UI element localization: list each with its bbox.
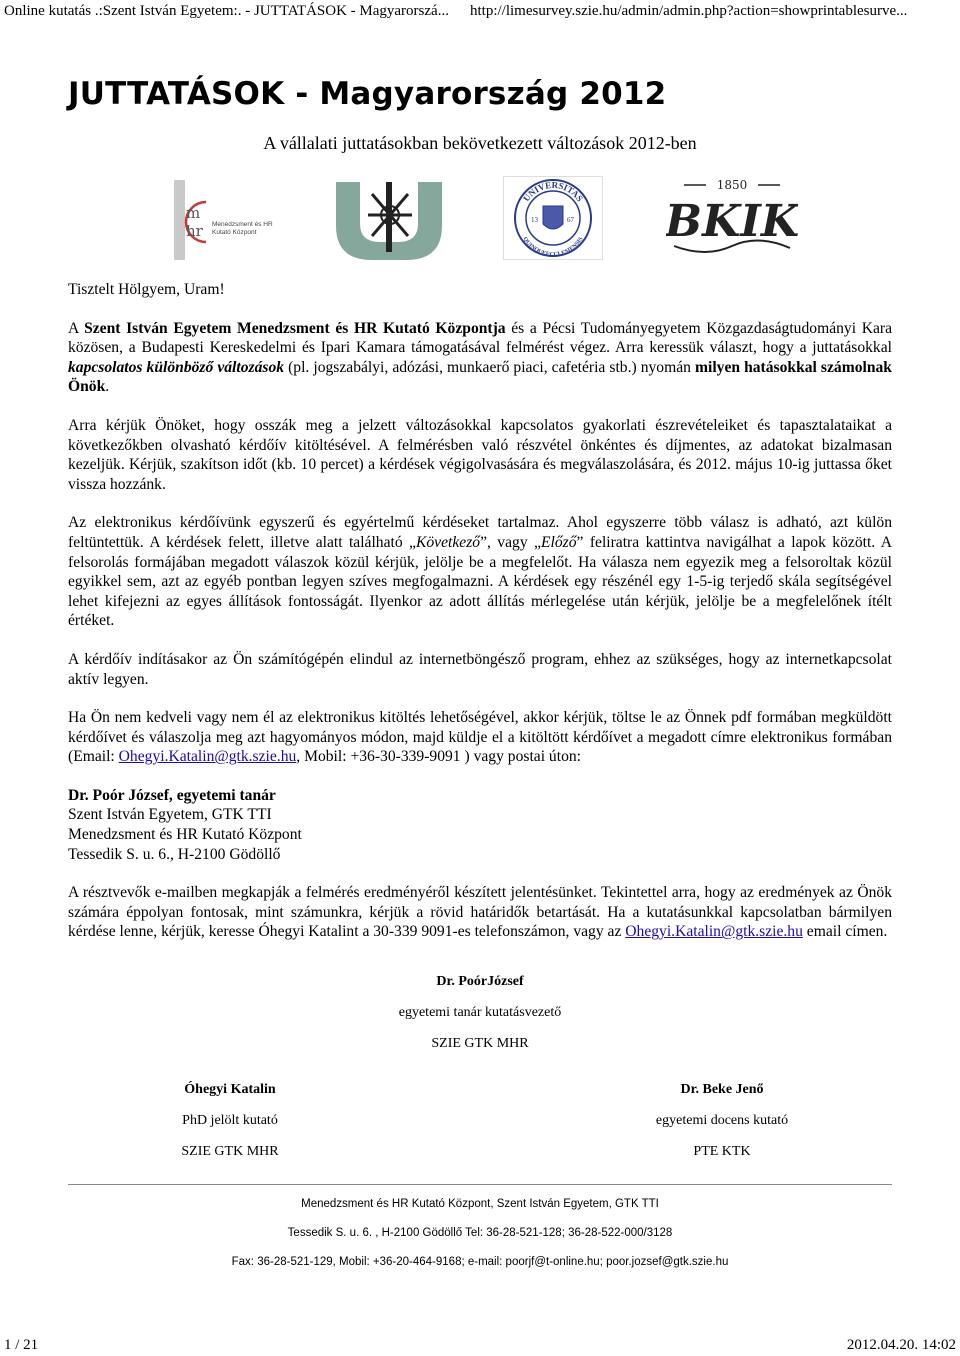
sig-left-role: PhD jelölt kutató [182,1113,278,1128]
mhr-logo-graphic [172,180,290,260]
signature-right [612,1082,832,1175]
sig-main-org: SZIE GTK MHR [431,1036,529,1051]
results-paragraph: A résztvevők e-mailben megkapják a felmérés eredményéről készített jelentésünket. Tekintettel arra, hogy az eredmények az Önök számára éppolyan fontosak, mint számunkra, kérjük a rövid határidők betartását. Ha a kutatásunkkal kapcsolatban bármilyen kérdése lenne, kérjük, keresse Óhegyi Katalint a 30-339 9091-es telefonszámon, vagy az Ohegyi.Katalin@gtk.szie.hu email címen. [68,884,892,941]
szie-logo-graphic [336,180,442,260]
mhr-logo-text-2: Kutató Központ [212,229,257,236]
sig-main-role: egyetemi tanár kutatásvezető [398,1005,562,1020]
szie-logo [336,180,442,260]
bkik-logo-graphic [666,176,798,260]
seal-text-bottom: QUINQUEECCLESIENSIS [521,236,585,259]
intro-paragraph: A Szent István Egyetem Menedzsment és HR Kutató Központja és a Pécsi Tudományegyetem Közgazdaságtudományi Kara közösen, a Budapesti Kereskedelmi és Ipari Kamara támogatásával felmérést végez. Arra keressük választ, hogy a juttatásokkal kapcsolatos különböző változások (pl. jogszabályi, adózási, munkaerő piaci, cafetéria stb.) nyomán milyen hatásokkal számolnak Önök. [68,319,892,396]
bkik-logo [666,176,798,260]
contact-email-link[interactable]: Ohegyi.Katalin@gtk.szie.hu [118,748,297,766]
bkik-letters: BKIK [666,196,798,247]
sig-left-org: SZIE GTK MHR [181,1144,279,1159]
print-page-number: 1 / 21 [4,1337,39,1353]
sig-left-name: Óhegyi Katalin [184,1082,276,1097]
print-header-title: Online kutatás .:Szent István Egyetem:. - JUTTATÁSOK - Magyarorszá... [4,3,449,19]
footer-line-1: Menedzsment és HR Kutató Központ, Szent István Egyetem, GTK TTI [301,1198,659,1210]
browser-paragraph: A kérdőív indításakor az Ön számítógépén elindul az internetböngésző program, ehhez az szükséges, hogy az internetkapcsolat aktív legyen. [68,650,892,688]
pte-seal-logo [503,176,603,260]
greeting: Tisztelt Hölgyem, Uram! [68,281,225,298]
footer-line-2: Tessedik S. u. 6. , H-2100 Gödöllő Tel: 36-28-521-128; 36-28-522-000/3128 [287,1227,673,1239]
footer-line-3: Fax: 36-28-521-129, Mobil: +36-20-464-9168; e-mail: poorjf@t-online.hu; poor.jozsef@gtk.szie.hu [231,1256,729,1268]
seal-year-left: 13 [531,216,538,224]
bkik-year: 1850 [716,178,748,192]
signature-left [130,1082,330,1175]
signature-main [260,974,700,1067]
sig-right-role: egyetemi docens kutató [655,1113,789,1128]
letter-body [68,280,892,942]
contact-email-link-2[interactable]: Ohegyi.Katalin@gtk.szie.hu [625,923,803,941]
sig-right-name: Dr. Beke Jenő [680,1082,764,1097]
pte-seal-graphic [503,176,603,260]
seal-year-right: 67 [567,216,574,224]
svg-text:m: m [186,204,201,222]
sig-main-name: Dr. PoórJózsef [436,974,524,989]
page-subtitle: A vállalati juttatásokban bekövetkezett változások 2012-ben [263,133,697,153]
offline-paragraph: Ha Ön nem kedveli vagy nem él az elektronikus kitöltés lehetőségével, akkor kérjük, töltse le az Önnek pdf formában megküldött kérdőívet és válaszolja meg azt hagyományos módon, majd küldje el a kitöltött kérdőívet a megadott címre elektronikus formában (Email: Ohegyi.Katalin@gtk.szie.hu, Mobil: +36-30-339-9091 ) vagy postai úton: [68,709,892,766]
print-header-url: http://limesurvey.szie.hu/admin/admin.php?action=showprintablesurve... [470,3,908,19]
svg-text:hr: hr [186,222,203,240]
mhr-logo-text-1: Menedzsment és HR [212,221,273,228]
instructions-paragraph: Az elektronikus kérdőívünk egyszerű és egyértelmű kérdéseket tartalmaz. Ahol egyszerre több válasz is adható, azt külön feltüntettük. A kérdések felett, illetve alatt található „Következő”, vagy „Előző” feliratra kattintva navigálhat a lapok között. A felsorolás formájában megadott válaszok közül kérjük, jelölje be a megfelelőt. Ha válasza nem egyezik meg a felsoroltak közül egyikkel sem, azt az egyéb pontban legyen szíves megfogalmazni. A kérdések egy részénél egy 1-5-ig terjedő skála segítségével lehet kifejezni az egyes állítások fontosságát. Ilyenkor az adott állítás mérlegelése után kérjük, jelölje be a megfelelőnek ítélt értéket. [68,514,892,630]
letter-footer [68,1197,892,1284]
footer-divider [68,1184,892,1185]
postal-address: Dr. Poór József, egyetemi tanár Szent István Egyetem, GTK TTI Menedzsment és HR Kutató Központ Tessedik S. u. 6., H-2100 Gödöllő [68,786,302,863]
print-datetime: 2012.04.20. 14:02 [846,1337,956,1353]
seal-text-top: UNIVERSITAS [521,179,586,204]
sig-right-org: PTE KTK [693,1144,751,1159]
page-title: JUTTATÁSOK - Magyarország 2012 [68,76,667,112]
address-name: Dr. Poór József, egyetemi tanár [68,786,276,804]
request-paragraph: Arra kérjük Önöket, hogy osszák meg a jelzett változásokkal kapcsolatos gyakorlati észrevételeiket és tapasztalataikat a következőkben olvasható kérdőív kitöltésével. A felmérésben való részvétel önkéntes és díjmentes, az adatokat bizalmasan kezeljük. Kérjük, szakítson időt (kb. 10 percet) a kérdések végigolvasására és megválaszolására, és 2012. május 10-ig juttassa őket vissza hozzánk. [68,416,892,493]
mhr-logo [172,180,290,260]
